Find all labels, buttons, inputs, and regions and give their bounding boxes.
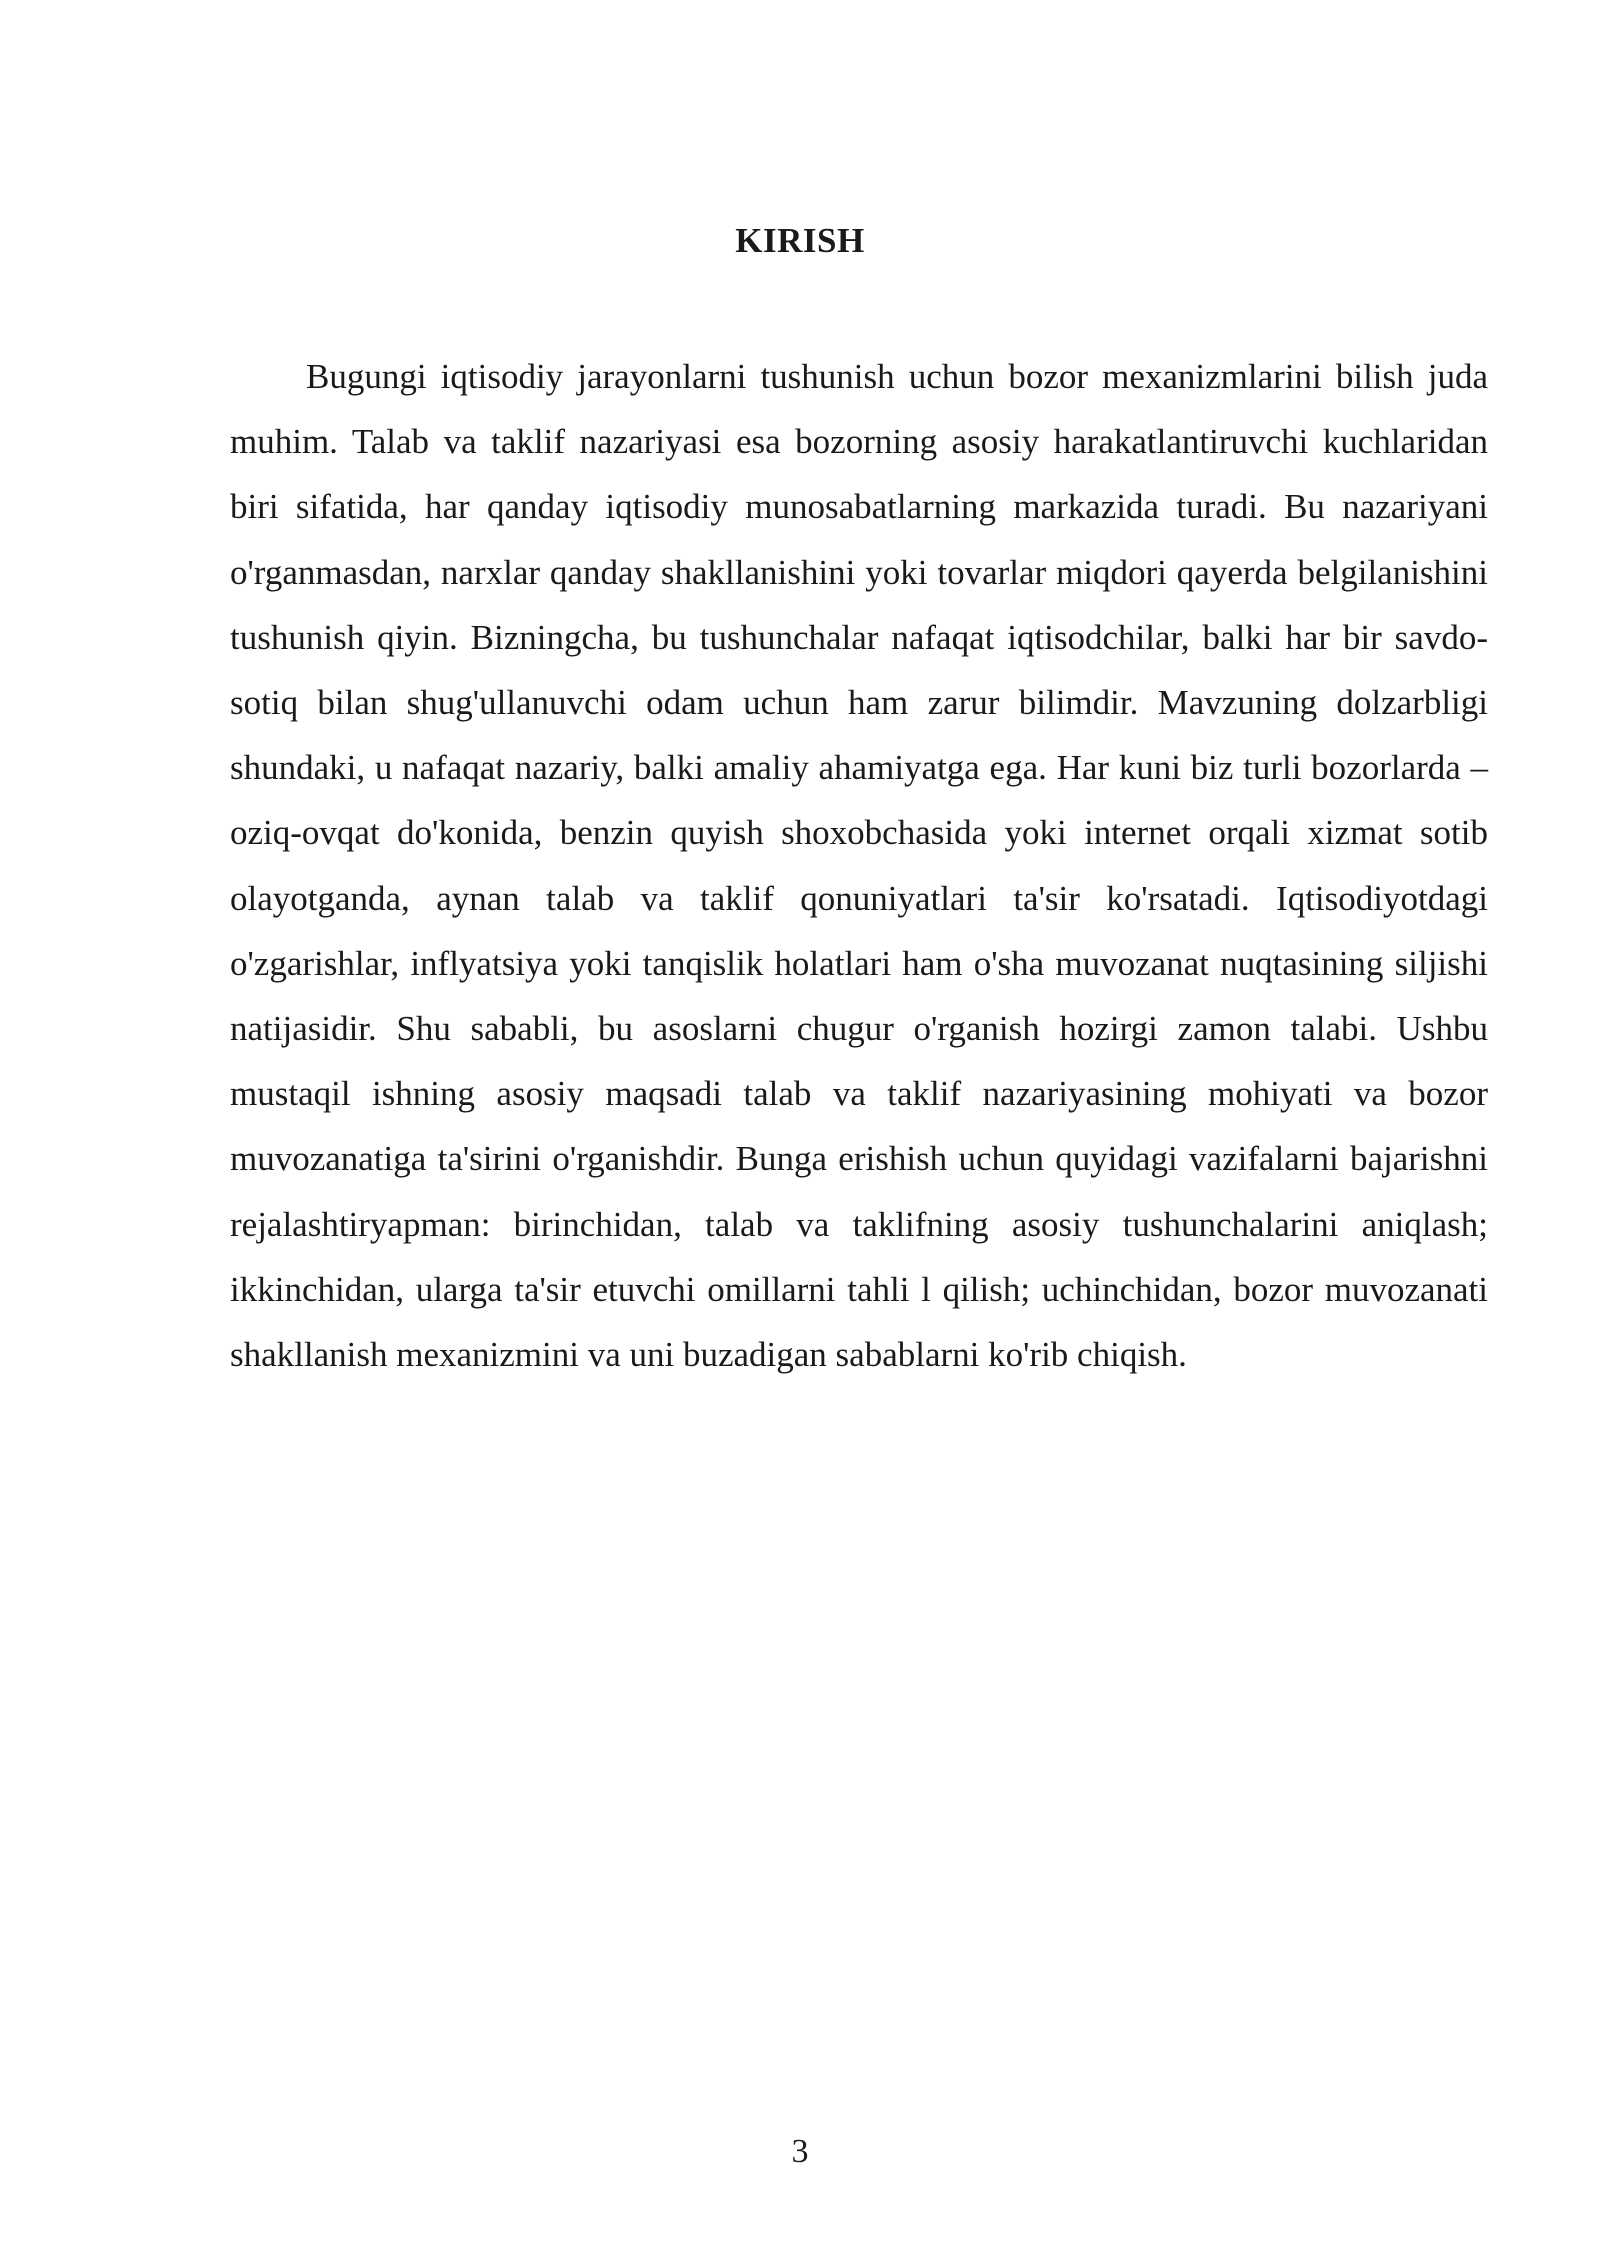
body-paragraph: Bugungi iqtisodiy jarayonlarni tushunish uchun bozor mexanizmlarini bilish juda muhim. Talab va taklif nazariyasi esa bozorning asosiy harakatlantiruvchi kuchlaridan biri sifatida, har qanday iqtisodiy munosabatlarning markazida turadi. Bu nazariyani o'rganmasdan, narxlar qanday shakllanishini yoki tovarlar miqdori qayerda belgilanishini tushunish qiyin. Bizningcha, bu tushunchalar nafaqat iqtisodchilar, balki har bir savdo-sotiq bilan shug'ullanuvchi odam uchun ham zarur bilimdir. Mavzuning dolzarbligi shundaki, u nafaqat nazariy, balki amaliy ahamiyatga ega. Har kuni biz turli bozorlarda – oziq-ovqat do'konida, benzin quyish shoxobchasida yoki internet orqali xizmat sotib olayotganda, aynan talab va taklif qonuniyatlari ta'sir ko'rsatadi. Iqtisodiyotdagi o'zgarishlar, inflyatsiya yoki tanqislik holatlari ham o'sha muvozanat nuqtasining siljishi natijasidir. Shu sababli, bu asoslarni chugur o'rganish hozirgi zamon talabi. Ushbu mustaqil ishning asosiy maqsadi talab va taklif nazariyasining mohiyati va bozor muvozanatiga ta'sirini o'rganishdir. Bunga erishish uchun quyidagi vazifalarni bajarishni rejalashtiryapman: birinchidan, talab va taklifning asosiy tushunchalarini aniqlash; ikkinchidan, ularga ta'sir etuvchi omillarni tahli l qilish; uchinchidan, bozor muvozanati shakllanish mexanizmini va uni buzadigan sabablarni ko'rib chiqish. <box>230 357 1488 1375</box>
page-number: 3 <box>791 2133 809 2170</box>
page-title: KIRISH <box>735 221 865 260</box>
